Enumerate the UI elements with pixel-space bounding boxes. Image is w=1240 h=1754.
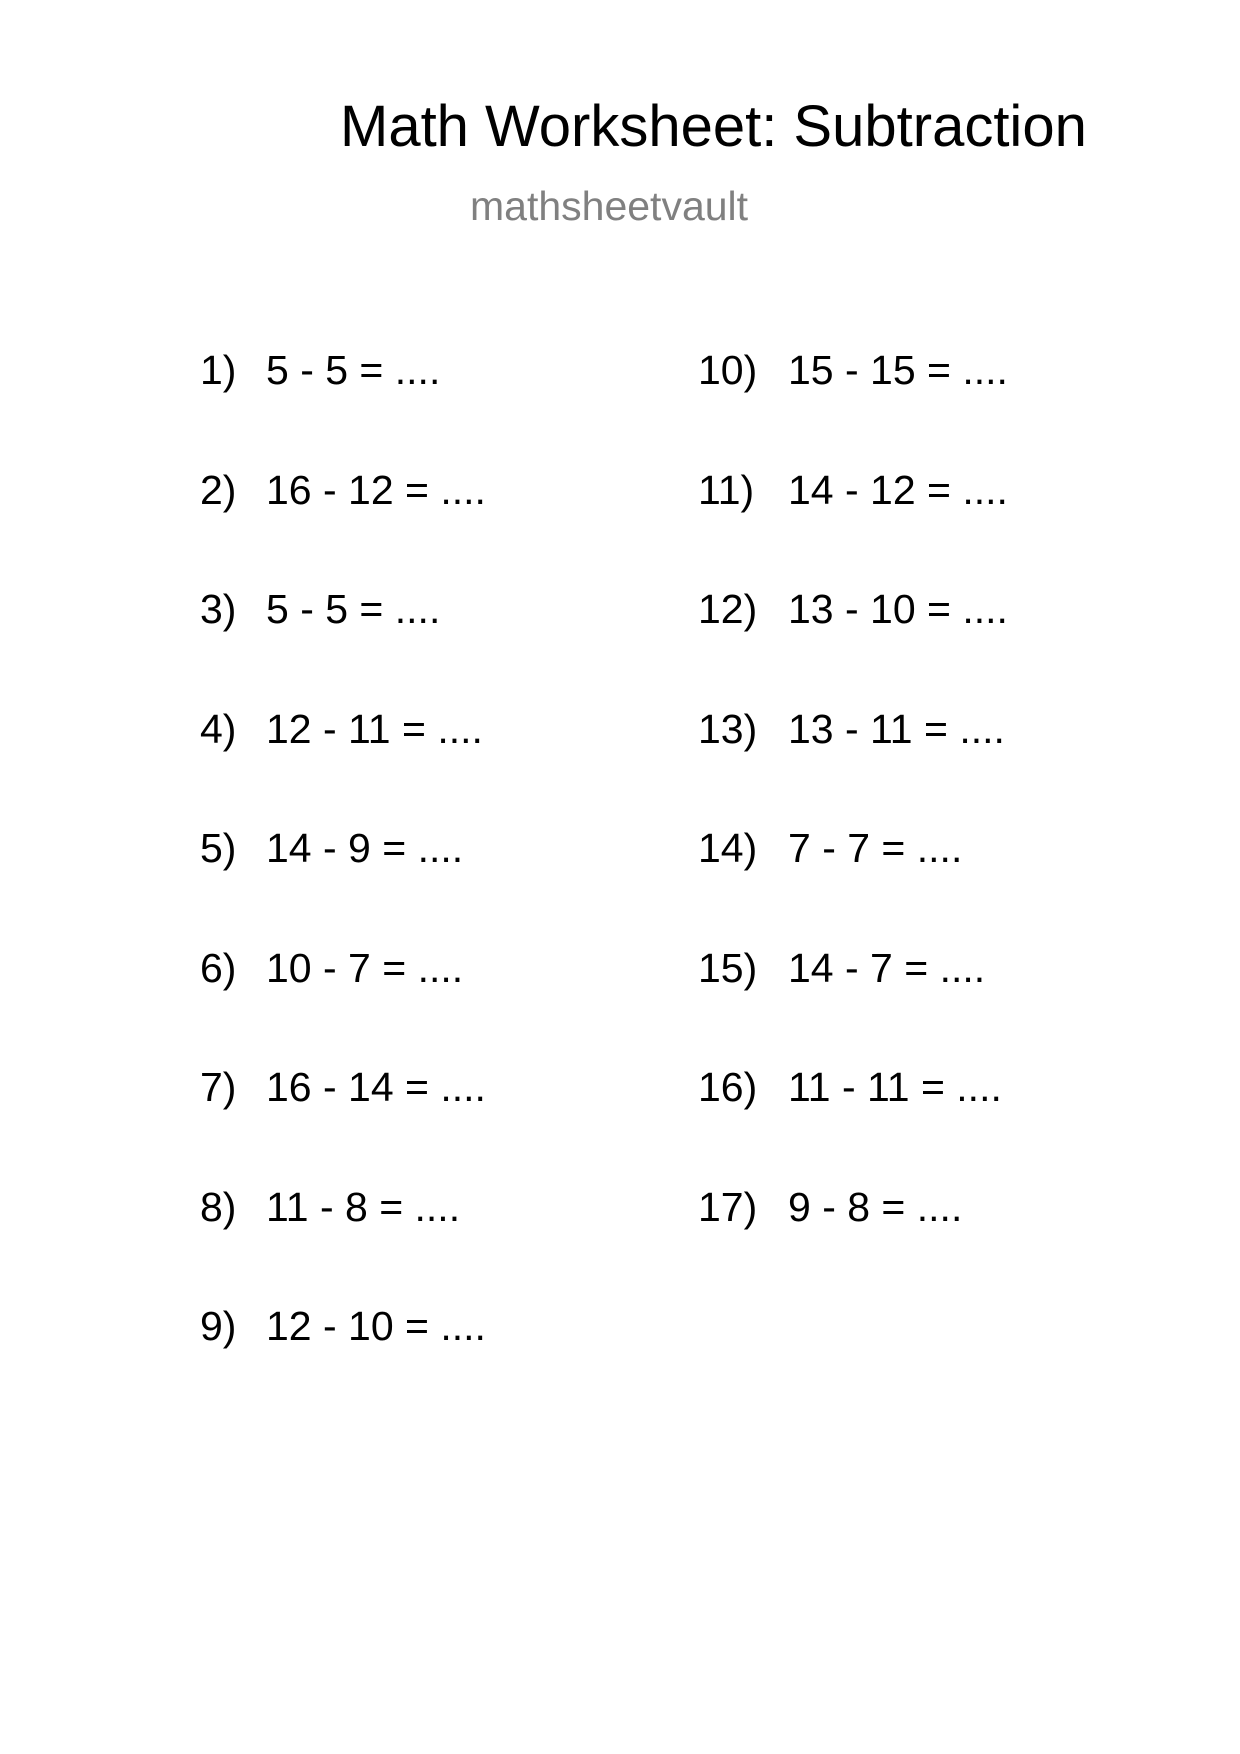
problem-number: 13) xyxy=(698,705,758,752)
problem-expression: 10 - 7 = .... xyxy=(266,944,464,991)
problem-item xyxy=(200,1064,486,1187)
problem-number: 17) xyxy=(698,1183,758,1230)
problem-item xyxy=(200,1303,486,1426)
problem-column-right xyxy=(698,347,1008,1306)
problem-item xyxy=(200,825,486,948)
problem-number: 5) xyxy=(200,825,237,871)
problem-expression: 11 - 11 = .... xyxy=(788,1064,1002,1110)
problem-expression: 11 - 8 = .... xyxy=(266,1183,461,1230)
problem-expression: 7 - 7 = .... xyxy=(788,825,963,871)
problem-expression: 14 - 12 = .... xyxy=(788,466,1008,513)
problem-item xyxy=(200,466,486,590)
problem-column-left xyxy=(200,347,486,1426)
problem-number: 14) xyxy=(698,825,758,871)
problem-number: 12) xyxy=(698,586,758,632)
problem-expression: 15 - 15 = .... xyxy=(788,347,1008,393)
problem-number: 16) xyxy=(698,1064,758,1110)
problem-number: 4) xyxy=(200,705,237,752)
problem-expression: 12 - 10 = .... xyxy=(266,1303,486,1349)
problem-number: 15) xyxy=(698,944,758,991)
problem-number: 9) xyxy=(200,1303,237,1349)
problem-item xyxy=(698,944,1008,1068)
problem-number: 11) xyxy=(698,466,755,513)
problem-expression: 5 - 5 = .... xyxy=(266,586,441,632)
problem-expression: 9 - 8 = .... xyxy=(788,1183,963,1230)
problem-number: 1) xyxy=(200,347,237,393)
problem-number: 7) xyxy=(200,1064,237,1110)
problem-number: 10) xyxy=(698,347,758,393)
problem-item xyxy=(200,944,486,1068)
problem-item xyxy=(200,705,486,829)
problem-expression: 13 - 10 = .... xyxy=(788,586,1008,632)
problem-item xyxy=(698,1183,1008,1307)
problem-expression: 12 - 11 = .... xyxy=(266,705,483,752)
problem-item xyxy=(698,466,1008,590)
problem-expression: 5 - 5 = .... xyxy=(266,347,441,393)
problem-number: 8) xyxy=(200,1183,237,1230)
problem-expression: 13 - 11 = .... xyxy=(788,705,1005,752)
problem-expression: 16 - 14 = .... xyxy=(266,1064,486,1110)
problem-item xyxy=(698,347,1008,470)
problem-expression: 16 - 12 = .... xyxy=(266,466,486,513)
problem-item xyxy=(200,347,486,470)
problem-item xyxy=(698,586,1008,709)
problem-item xyxy=(698,825,1008,948)
problem-item xyxy=(200,586,486,709)
problem-number: 3) xyxy=(200,586,237,632)
problem-item xyxy=(698,1064,1008,1187)
problem-item xyxy=(698,705,1008,829)
problem-number: 6) xyxy=(200,944,237,991)
worksheet-title: Math Worksheet: Subtraction xyxy=(340,94,1087,159)
problem-expression: 14 - 7 = .... xyxy=(788,944,986,991)
problem-item xyxy=(200,1183,486,1307)
problem-number: 2) xyxy=(200,466,237,513)
worksheet-source: mathsheetvault xyxy=(470,183,749,229)
problem-expression: 14 - 9 = .... xyxy=(266,825,464,871)
